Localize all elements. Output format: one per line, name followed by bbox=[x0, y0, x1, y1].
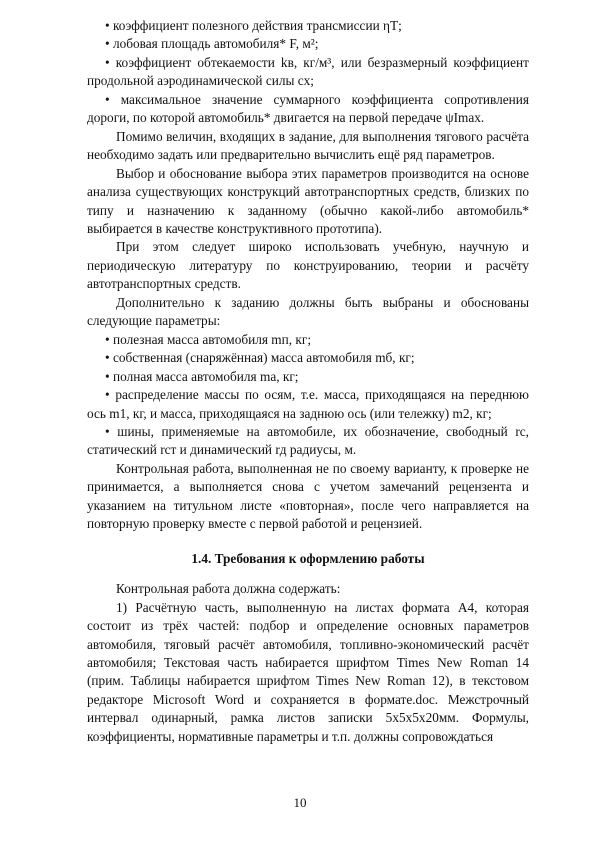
bullet-frontal-area: • лобовая площадь автомобиля* F, м²; bbox=[105, 36, 319, 52]
section-heading: 1.4. Требования к оформлению работы bbox=[191, 550, 425, 566]
bullet-transmission-efficiency: • коэффициент полезного действия трансмиссии ηТ; bbox=[105, 18, 402, 33]
bullet-drag-coefficient: • коэффициент обтекаемости kв, кг/м³, или безразмерный коэффициент продольной аэродинамической силы cx; bbox=[87, 54, 529, 89]
bullet-axle-distribution: • распределение массы по осям, т.е. масса, приходящаяся на переднюю ось m1, кг, и масса, приходящаяся на заднюю ось (или тележку) m2, кг; bbox=[87, 387, 529, 421]
paragraph-resubmission: Контрольная работа, выполненная не по своему варианту, к проверке не принимается, а выполняется снова с учетом замечаний рецензента и указанием на титульном листе «повторная», после чего направляется на повторную проверку вместе с первой работой и рецензией. bbox=[87, 460, 529, 532]
bullet-road-resistance: • максимальное значение суммарного коэффициента сопротивления дороги, по которой автомобиль* двигается на первой передаче ψImax. bbox=[87, 91, 529, 126]
paragraph-additional-values: Помимо величин, входящих в задание, для выполнения тягового расчёта необходимо задать или предварительно вычислить ещё ряд параметров. bbox=[87, 128, 529, 163]
page-content bbox=[87, 17, 529, 746]
bullet-payload-mass: • полезная масса автомобиля mп, кг; bbox=[105, 331, 312, 347]
paragraph-calculation-part: 1) Расчётную часть, выполненную на листах формата А4, которая состоит из трёх частей: подбор и определение основных параметров автомобиля, тяговый расчёт автомобиля, топливно-экономический расчёт автомобиля; Текстовая часть набирается шрифтом Times New Roman 14 (прим. Таблицы набирается шрифтом Times New Roman 12), в текстовом редакторе Microsoft Word и сохраняется в формате.doc. Межстрочный интервал одинарный, рамка листов записки 5х5х5х20мм. Формулы, коэффициенты, нормативные параметры и т.п. должны сопровождаться bbox=[87, 599, 529, 744]
paragraph-contents: Контрольная работа должна содержать: bbox=[116, 581, 341, 597]
page-number: 10 bbox=[293, 795, 307, 810]
paragraph-additional-params: Дополнительно к заданию должны быть выбраны и обоснованы следующие параметры: bbox=[87, 294, 529, 329]
paragraph-parameter-selection: Выбор и обоснование выбора этих параметров производится на основе анализа существующих конструкций автотранспортных средств, близких по типу и назначению к заданному (обычно какой-либо автомобиль* выбирается в качестве конструктивного прототипа). bbox=[87, 165, 529, 236]
paragraph-literature: При этом следует широко использовать учебную, научную и периодическую литературу по конструированию, теории и расчёту автотранспортных средств. bbox=[87, 239, 529, 292]
bullet-curb-mass: • собственная (снаряжённая) масса автомобиля mб, кг; bbox=[105, 350, 415, 366]
bullet-gross-mass: • полная масса автомобиля mа, кг; bbox=[105, 368, 299, 384]
bullet-tires: • шины, применяемые на автомобиле, их обозначение, свободный rс, статический rст и динамический rд радиусы, м. bbox=[87, 423, 529, 458]
